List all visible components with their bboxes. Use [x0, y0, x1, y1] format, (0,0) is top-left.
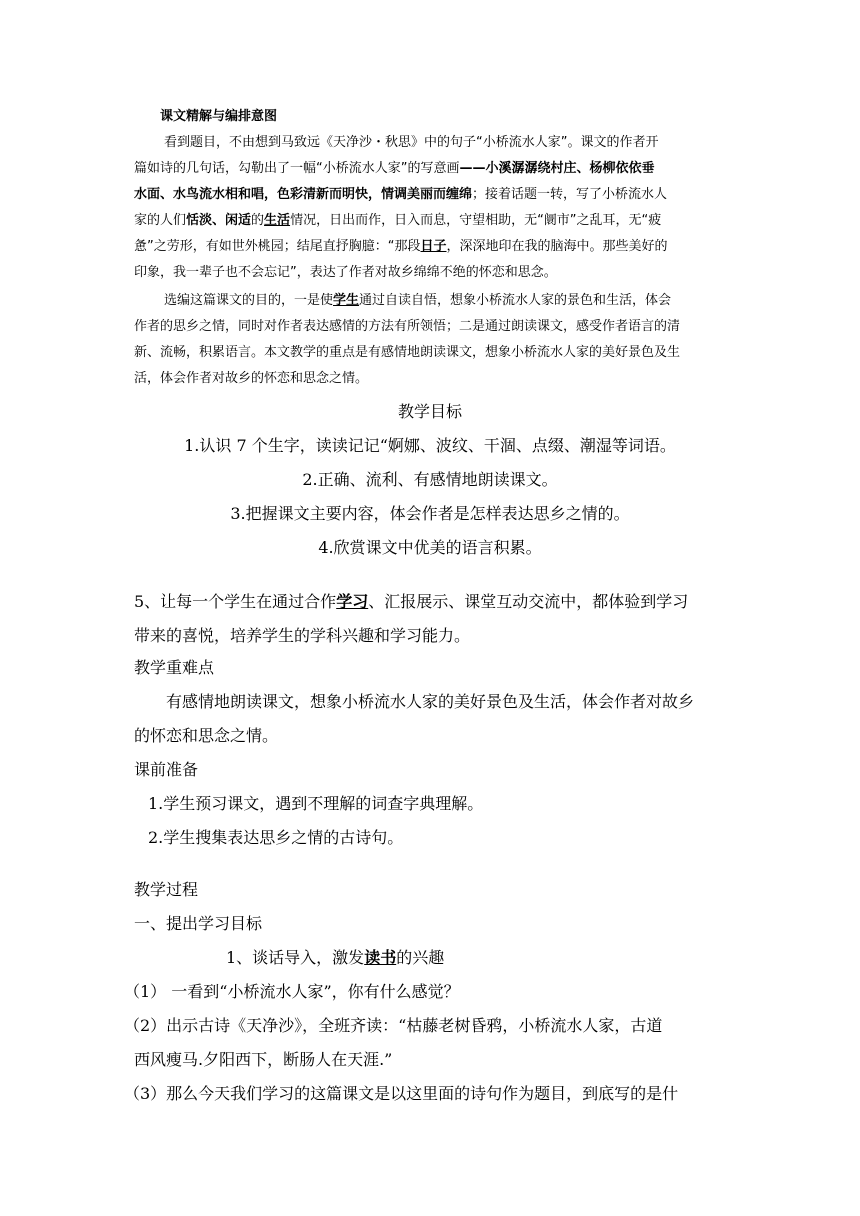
text-span: 看到题目，不由想到马致远《天净沙・秋思》中的句子“小桥流水人家”。课文的作者开 [164, 135, 659, 150]
bold-text: 恬淡、闲适 [186, 213, 252, 228]
question-line: （3）那么今天我们学习的这篇课文是以这里面的诗句作为题目，到底写的是什 [124, 1084, 679, 1103]
prep-item: 1.学生预习课文，遇到不理解的词查字典理解。 [148, 794, 484, 813]
difficulty-heading: 教学重难点 [134, 658, 215, 677]
goal-item: 3.把握课文主要内容，体会作者是怎样表达思乡之情的。 [230, 504, 630, 523]
goal-5-line: 带来的喜悦，培养学生的学科兴趣和学习能力。 [134, 626, 471, 645]
text-span: 活，体会作者对故乡的怀恋和思念之情。 [134, 371, 369, 386]
text-span: ；接着话题一转，写了小桥流水人 [472, 187, 668, 202]
paragraph-line [134, 366, 368, 392]
paragraph-line [134, 260, 557, 286]
text-span: 家的人们 [134, 213, 187, 228]
paragraph-line [134, 340, 680, 366]
text-span: 印象，我一辈子也不会忘记”，表达了作者对故乡绵绵不绝的怀恋和思念。 [134, 265, 557, 280]
text-span: ，深深地印在我的脑海中。那些美好的 [446, 239, 668, 254]
bold-text: ——小溪潺潺绕村庄、杨柳依依垂 [459, 161, 655, 176]
underlined-link-text[interactable]: 读书 [364, 948, 397, 967]
underlined-link-text[interactable]: 日子 [420, 239, 447, 254]
paragraph-line [134, 156, 655, 182]
text-span: 的兴趣 [396, 948, 445, 967]
text-span: 篇如诗的几句话，勾勒出了一幅“小桥流水人家”的写意画 [134, 161, 460, 176]
goal-item: 4.欣赏课文中优美的语言积累。 [318, 538, 542, 557]
paragraph-line [134, 234, 668, 260]
paragraph-line [134, 208, 661, 234]
text-span: 、汇报展示、课堂互动交流中，都体验到学习 [368, 592, 689, 611]
paragraph-line [164, 130, 658, 156]
text-span: 1、谈话导入，激发 [226, 948, 365, 967]
text-span: 选编这篇课文的目的，一是使 [164, 293, 334, 308]
text-span: 5、让每一个学生在通过合作 [134, 592, 337, 611]
prep-heading: 课前准备 [134, 760, 199, 779]
paragraph-line [164, 288, 671, 314]
underlined-link-text[interactable]: 学生 [333, 293, 360, 308]
question-line: 西风瘦马.夕阳西下，断肠人在天涯.” [134, 1050, 393, 1069]
text-span: 通过自读自悟，想象小桥流水人家的景色和生活，体会 [359, 293, 672, 308]
underlined-link-text[interactable]: 生活 [264, 213, 291, 228]
difficulty-line: 的怀恋和思念之情。 [134, 726, 279, 745]
bold-text: 水面、水鸟流水相和唱，色彩清新而明快，情调美丽而缠绵 [134, 187, 473, 202]
goal-5-line [134, 590, 688, 614]
process-heading: 教学过程 [134, 880, 199, 899]
text-span: 新、流畅，积累语言。本文教学的重点是有感情地朗读课文，想象小桥流水人家的美好景色及生 [134, 345, 681, 360]
question-line: （1） 一看到“小桥流水人家”，你有什么感觉？ [124, 982, 460, 1001]
paragraph-line [134, 314, 680, 340]
goal-item: 1.认识 7 个生字，读读记记“婀娜、波纹、干涸、点缀、潮湿等词语。 [184, 436, 676, 455]
text-span: 惫”之劳形，有如世外桃园；结尾直抒胸臆：“那段 [134, 239, 421, 254]
goal-item: 2.正确、流利、有感情地朗读课文。 [302, 470, 558, 489]
question-line: （2）出示古诗《天净沙》，全班齐读：“枯藤老树昏鸦，小桥流水人家，古道 [124, 1016, 663, 1035]
text-span: 的 [251, 213, 265, 228]
process-step: 一、提出学习目标 [134, 914, 263, 933]
difficulty-line: 有感情地朗读课文，想象小桥流水人家的美好景色及生活，体会作者对故乡 [166, 692, 695, 711]
process-substep [226, 946, 444, 970]
prep-item: 2.学生搜集表达思乡之情的古诗句。 [148, 828, 404, 847]
text-span: 作者的思乡之情，同时对作者表达感情的方法有所领悟；二是通过朗读课文，感受作者语言的清 [134, 319, 681, 334]
underlined-link-text[interactable]: 学习 [336, 592, 369, 611]
text-span: 情况，日出而作，日入而息，守望相助，无“阛市”之乱耳，无“疲 [290, 213, 662, 228]
goals-heading: 教学目标 [397, 402, 462, 421]
paragraph-line [134, 182, 667, 208]
section-title: 课文精解与编排意图 [160, 109, 278, 124]
